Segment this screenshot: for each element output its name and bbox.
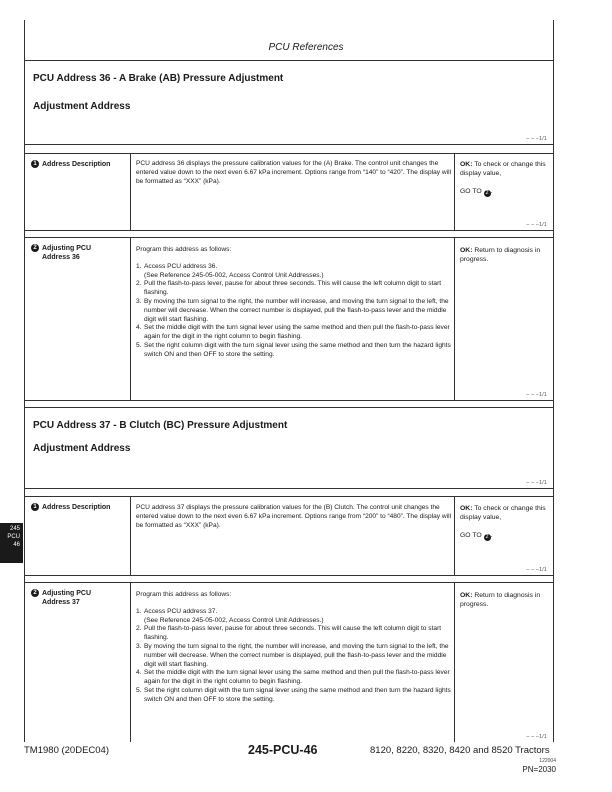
procedure-list: [136, 608, 454, 705]
goto-text: GO TO: [460, 532, 482, 539]
column-divider: [130, 497, 131, 575]
item-number: 1.: [136, 607, 142, 615]
column-divider: [454, 154, 455, 230]
section-36-title: PCU Address 36 - A Brake (AB) Pressure Adjustment: [33, 73, 284, 84]
list-item: [136, 687, 454, 705]
item-text: By moving the turn signal to the right, the number will increase, and moving the turn signal to the left, the number will decrease. When the correct number is displayed, pull the flash-to-pass lever and the middle digit will start flashing.: [144, 297, 449, 323]
list-item: [136, 625, 454, 643]
section-37-subtitle: Adjustment Address: [33, 443, 131, 454]
goto-line[interactable]: [460, 531, 552, 541]
list-item: [136, 280, 454, 298]
side-tab-line: 46: [13, 542, 20, 548]
item-text: By moving the turn signal to the right, the number will increase, and moving the turn signal to the left, the number will decrease. When the correct number is displayed, pull the flash-to-pass lever and the middle digit will start flashing.: [144, 642, 449, 668]
footer-code: 122004: [539, 758, 556, 764]
section-36-step-2: [24, 237, 554, 401]
step-1-description: [136, 504, 454, 530]
item-number: 4.: [136, 669, 142, 677]
item-sub: (See Reference 245-05-002, Access Control Unit Addresses.): [144, 616, 324, 624]
description-text: PCU address 37 displays the pressure calibration values for the (B) Clutch. The control unit changes the entered value down to the next even 6.67 kPa increment. Options range from “200” to “480”. The display will be formatted as “XXX” (kPa).: [136, 504, 452, 529]
column-divider: [454, 497, 455, 575]
list-item: [136, 298, 454, 324]
item-text: Pull the flash-to-pass lever, pause for about three seconds. This will cause the left column digit to start flashing.: [144, 280, 442, 297]
description-text: PCU address 36 displays the pressure calibration values for the (A) Brake. The control unit changes the entered value down to the next even 6.67 kPa increment. Options range from “140” to “420”. The display will be formatted as “XXX” (kPa).: [136, 160, 452, 185]
section-37-title: PCU Address 37 - B Clutch (BC) Pressure Adjustment: [33, 420, 288, 431]
step-tag: – – –1/1: [526, 567, 547, 573]
connector-rule: [24, 145, 25, 153]
step-1-ok: [460, 160, 552, 197]
step-1-description: [136, 160, 454, 186]
section-37-title-box: [24, 407, 554, 489]
connector-rule: [24, 489, 25, 496]
item-text: Access PCU address 37.: [144, 607, 218, 615]
column-divider: [130, 583, 131, 742]
step-number-badge: 2: [31, 589, 39, 597]
step-label-text: Address Description: [42, 161, 111, 168]
ok-label: OK:: [460, 505, 473, 512]
item-text: Pull the flash-to-pass lever, pause for about three seconds. This will cause the left column digit to start flashing.: [144, 625, 442, 642]
step-2-procedure: [136, 246, 454, 360]
goto-text: GO TO: [460, 188, 482, 195]
item-number: 3.: [136, 297, 142, 305]
step-2-label: [31, 244, 127, 262]
step-1-ok: [460, 504, 552, 541]
ok-text: Return to diagnosis in progress.: [460, 247, 541, 263]
step-number-badge: 2: [31, 244, 39, 252]
list-item: [136, 324, 454, 342]
footer-models: 8120, 8220, 8320, 8420 and 8520 Tractors: [370, 745, 550, 756]
goto-step-badge: 2: [485, 190, 489, 196]
item-number: 5.: [136, 341, 142, 349]
footer-page-number: 245-PCU-46: [248, 743, 318, 757]
procedure-list: [136, 263, 454, 360]
item-text: Set the right column digit with the turn signal lever using the same method and then turn the hazard lights switch ON and then OFF to store the setting.: [144, 341, 451, 358]
section-36-step-1: [24, 153, 554, 231]
list-item: [136, 608, 454, 626]
column-divider: [454, 583, 455, 742]
goto-end: .: [490, 532, 493, 539]
ok-label: OK:: [460, 592, 473, 599]
item-text: Access PCU address 36.: [144, 262, 218, 270]
step-number-badge: 1: [31, 160, 39, 168]
ok-text: Return to diagnosis in progress.: [460, 592, 541, 608]
list-item: [136, 643, 454, 669]
page-header-title: PCU References: [268, 42, 344, 53]
item-text: Set the middle digit with the turn signal lever using the same method and then pull the flash-to-pass lever again for the digit in the right column to begin flashing.: [144, 669, 450, 686]
step-2-ok: [460, 246, 552, 264]
ok-label: OK:: [460, 247, 473, 254]
step-label-text: Address Description: [42, 504, 111, 511]
step-tag: – – –1/1: [526, 734, 547, 740]
connector-rule: [553, 145, 554, 153]
section-37-step-1: [24, 496, 554, 576]
item-number: 4.: [136, 324, 142, 332]
item-text: Set the middle digit with the turn signal lever using the same method and then pull the flash-to-pass lever again for the digit in the right column to begin flashing.: [144, 324, 450, 341]
item-number: 1.: [136, 262, 142, 270]
step-1-label: [31, 503, 127, 512]
step-number-badge: 1: [31, 503, 39, 511]
ok-label: OK:: [460, 161, 473, 168]
item-number: 2.: [136, 280, 142, 288]
step-tag: – – –1/1: [526, 222, 547, 228]
goto-end: .: [490, 188, 493, 195]
item-text: Set the right column digit with the turn signal lever using the same method and then turn the hazard lights switch ON and then OFF to store the setting.: [144, 686, 451, 703]
step-2-ok: [460, 591, 552, 609]
item-number: 5.: [136, 686, 142, 694]
step-tag: – – –1/1: [526, 392, 547, 398]
procedure-intro: Program this address as follows:: [136, 246, 232, 253]
section-37-step-2: [24, 582, 554, 742]
section-36-tag: – – –1/1: [526, 136, 547, 142]
column-divider: [130, 238, 131, 400]
step-label-text: Adjusting PCU Address 37: [42, 590, 91, 606]
step-2-procedure: [136, 591, 454, 705]
footer-manual-id: TM1980 (20DEC04): [24, 745, 110, 756]
step-1-label: [31, 160, 127, 169]
list-item: [136, 263, 454, 281]
side-tab-line: 245: [9, 526, 20, 532]
footer-pn: PN=2030: [522, 765, 556, 774]
left-margin-rule: [24, 20, 25, 60]
column-divider: [454, 238, 455, 400]
item-sub: (See Reference 245-05-002, Access Control Unit Addresses.): [144, 271, 324, 279]
goto-step-badge: 2: [485, 534, 489, 540]
ok-text: To check or change this display value,: [460, 505, 546, 521]
connector-rule: [553, 489, 554, 496]
goto-line[interactable]: [460, 187, 552, 197]
section-36-title-box: [24, 60, 554, 145]
item-number: 2.: [136, 625, 142, 633]
section-side-tab: [0, 523, 23, 563]
column-divider: [130, 154, 131, 230]
ok-text: To check or change this display value,: [460, 161, 546, 177]
section-37-tag: – – –1/1: [526, 480, 547, 486]
procedure-intro: Program this address as follows:: [136, 591, 232, 598]
list-item: [136, 342, 454, 360]
list-item: [136, 669, 454, 687]
item-number: 3.: [136, 642, 142, 650]
side-tab-line: PCU: [7, 534, 20, 540]
right-margin-rule: [553, 20, 554, 60]
step-label-text: Adjusting PCU Address 36: [42, 245, 91, 261]
section-36-subtitle: Adjustment Address: [33, 101, 131, 112]
step-2-label: [31, 589, 127, 607]
